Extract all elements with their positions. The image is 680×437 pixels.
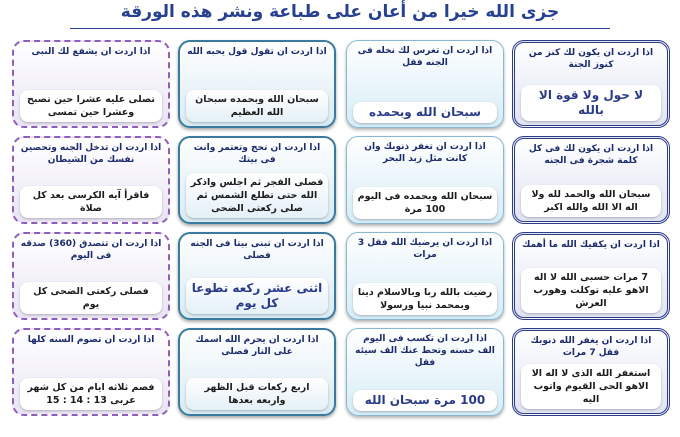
card-question: اذا اردت ان يكون لك فى كل كلمة شجرة فى الجنه [528,144,654,166]
card-question: اذا اردت ان يغفر الله ذنوبك فقل 7 مرات [530,336,652,358]
card-pleased [346,232,504,320]
card-question: اذا اردت ان يرضيك الله فقل 3 مرات [357,238,493,260]
card-charity [12,232,170,320]
card-enter-paradise [12,136,170,224]
card-answer: فاقرأ آيه الكرسى بعد كل صلاة [20,186,162,218]
card-sins-forgiven [346,136,504,224]
title-underline [70,28,610,29]
card-sufficiency [512,232,670,320]
card-forgiveness [512,328,670,416]
card-question: اذا اردت ان يكفيك الله ما أهمك [522,240,660,250]
card-question: اذا اردت ان تدخل الجنه وتحصين نفسك من الشيطان [20,143,162,165]
card-answer: سبحان الله وبحمده [353,102,497,123]
card-question: اذا اردت ان تكسب فى اليوم الف حسنه وتحط عنك الف سيئه فقل [355,334,495,368]
card-answer: رضيت بالله ربا وبالاسلام دينا وبمحمد نبيا ورسولا [353,283,497,315]
card-answer: تصلى عليه عشرا حين تصبح وعشرا حين تمسى [20,90,162,122]
page-title: جزى الله خيرا من أعان على طباعة ونشر هذه الورقة [120,2,560,22]
cards-grid [6,40,674,432]
card-answer: سبحان الله والحمد لله ولا اله الا الله والله اكبر [521,185,661,217]
card-answer: سبحان الله وبحمده سبحان الله العظيم [186,90,328,122]
card-house-in-paradise [178,232,336,320]
card-question: اذا اردت ان تصوم السنه كلها [27,335,155,345]
card-answer: لا حول ولا قوة الا بالله [521,85,661,121]
card-hajj-at-home [178,136,336,224]
card-thousand-good-deeds [346,328,504,416]
card-question: اذا اردت ان يكون لك كنز من كنوز الجنة [528,48,654,70]
card-answer: فصلى ركعتى الضحى كل يوم [20,282,162,314]
card-fast-whole-year [12,328,170,416]
card-answer: اربع ركعات قبل الظهر واربعه بعدها [186,378,328,410]
card-answer: استغفر الله الذى لا اله الا الاهو الحى القيوم واتوب اليه [521,364,661,409]
card-answer: اثنى عشر ركعه تطوعا كل يوم [186,278,328,314]
card-answer: فصلى الفجر ثم اجلس واذكر الله حتى تطلع الشمس ثم صلى ركعتى الضحى [186,173,328,218]
card-tree-every-word [512,136,670,224]
card-answer: سبحان الله وبحمده فى اليوم 100 مرة [353,187,497,219]
card-question: اذا اردت ان تبنى بيتا فى الجنه فصلى [190,239,324,261]
card-answer: 100 مرة سبحان الله [353,390,497,411]
card-question: اذا اردت ان تحج وتعتمر وانت فى بيتك [193,143,321,165]
card-treasure [512,40,670,128]
card-question: اذا اردت ان يشفع لك النبى [31,47,151,57]
card-palm-tree [346,40,504,128]
card-question: اذا اردت ان تغرس لك نخله فى الجنه فقل [357,46,493,68]
card-question: اذا اردت ان تتصدق (360) صدقه فى اليوم [20,239,162,261]
card-answer: 7 مرات حسبى الله لا اله الاهو عليه توكلت وهورب العرش [521,268,661,313]
card-beloved-saying [178,40,336,128]
card-question: اذا اردت ان تغفر ذنوبك وان كانت مثل زبد البحر [364,142,486,164]
card-question: اذا اردت ان تقول قول يحبه الله [187,47,327,57]
card-question: اذا اردت ان يحرم الله اسمك على النار فصلى [195,335,319,357]
card-answer: فصم ثلاثه ايام من كل شهر عربى 13 : 14 : 15 [20,378,162,410]
card-intercession [12,40,170,128]
card-protected-from-fire [178,328,336,416]
